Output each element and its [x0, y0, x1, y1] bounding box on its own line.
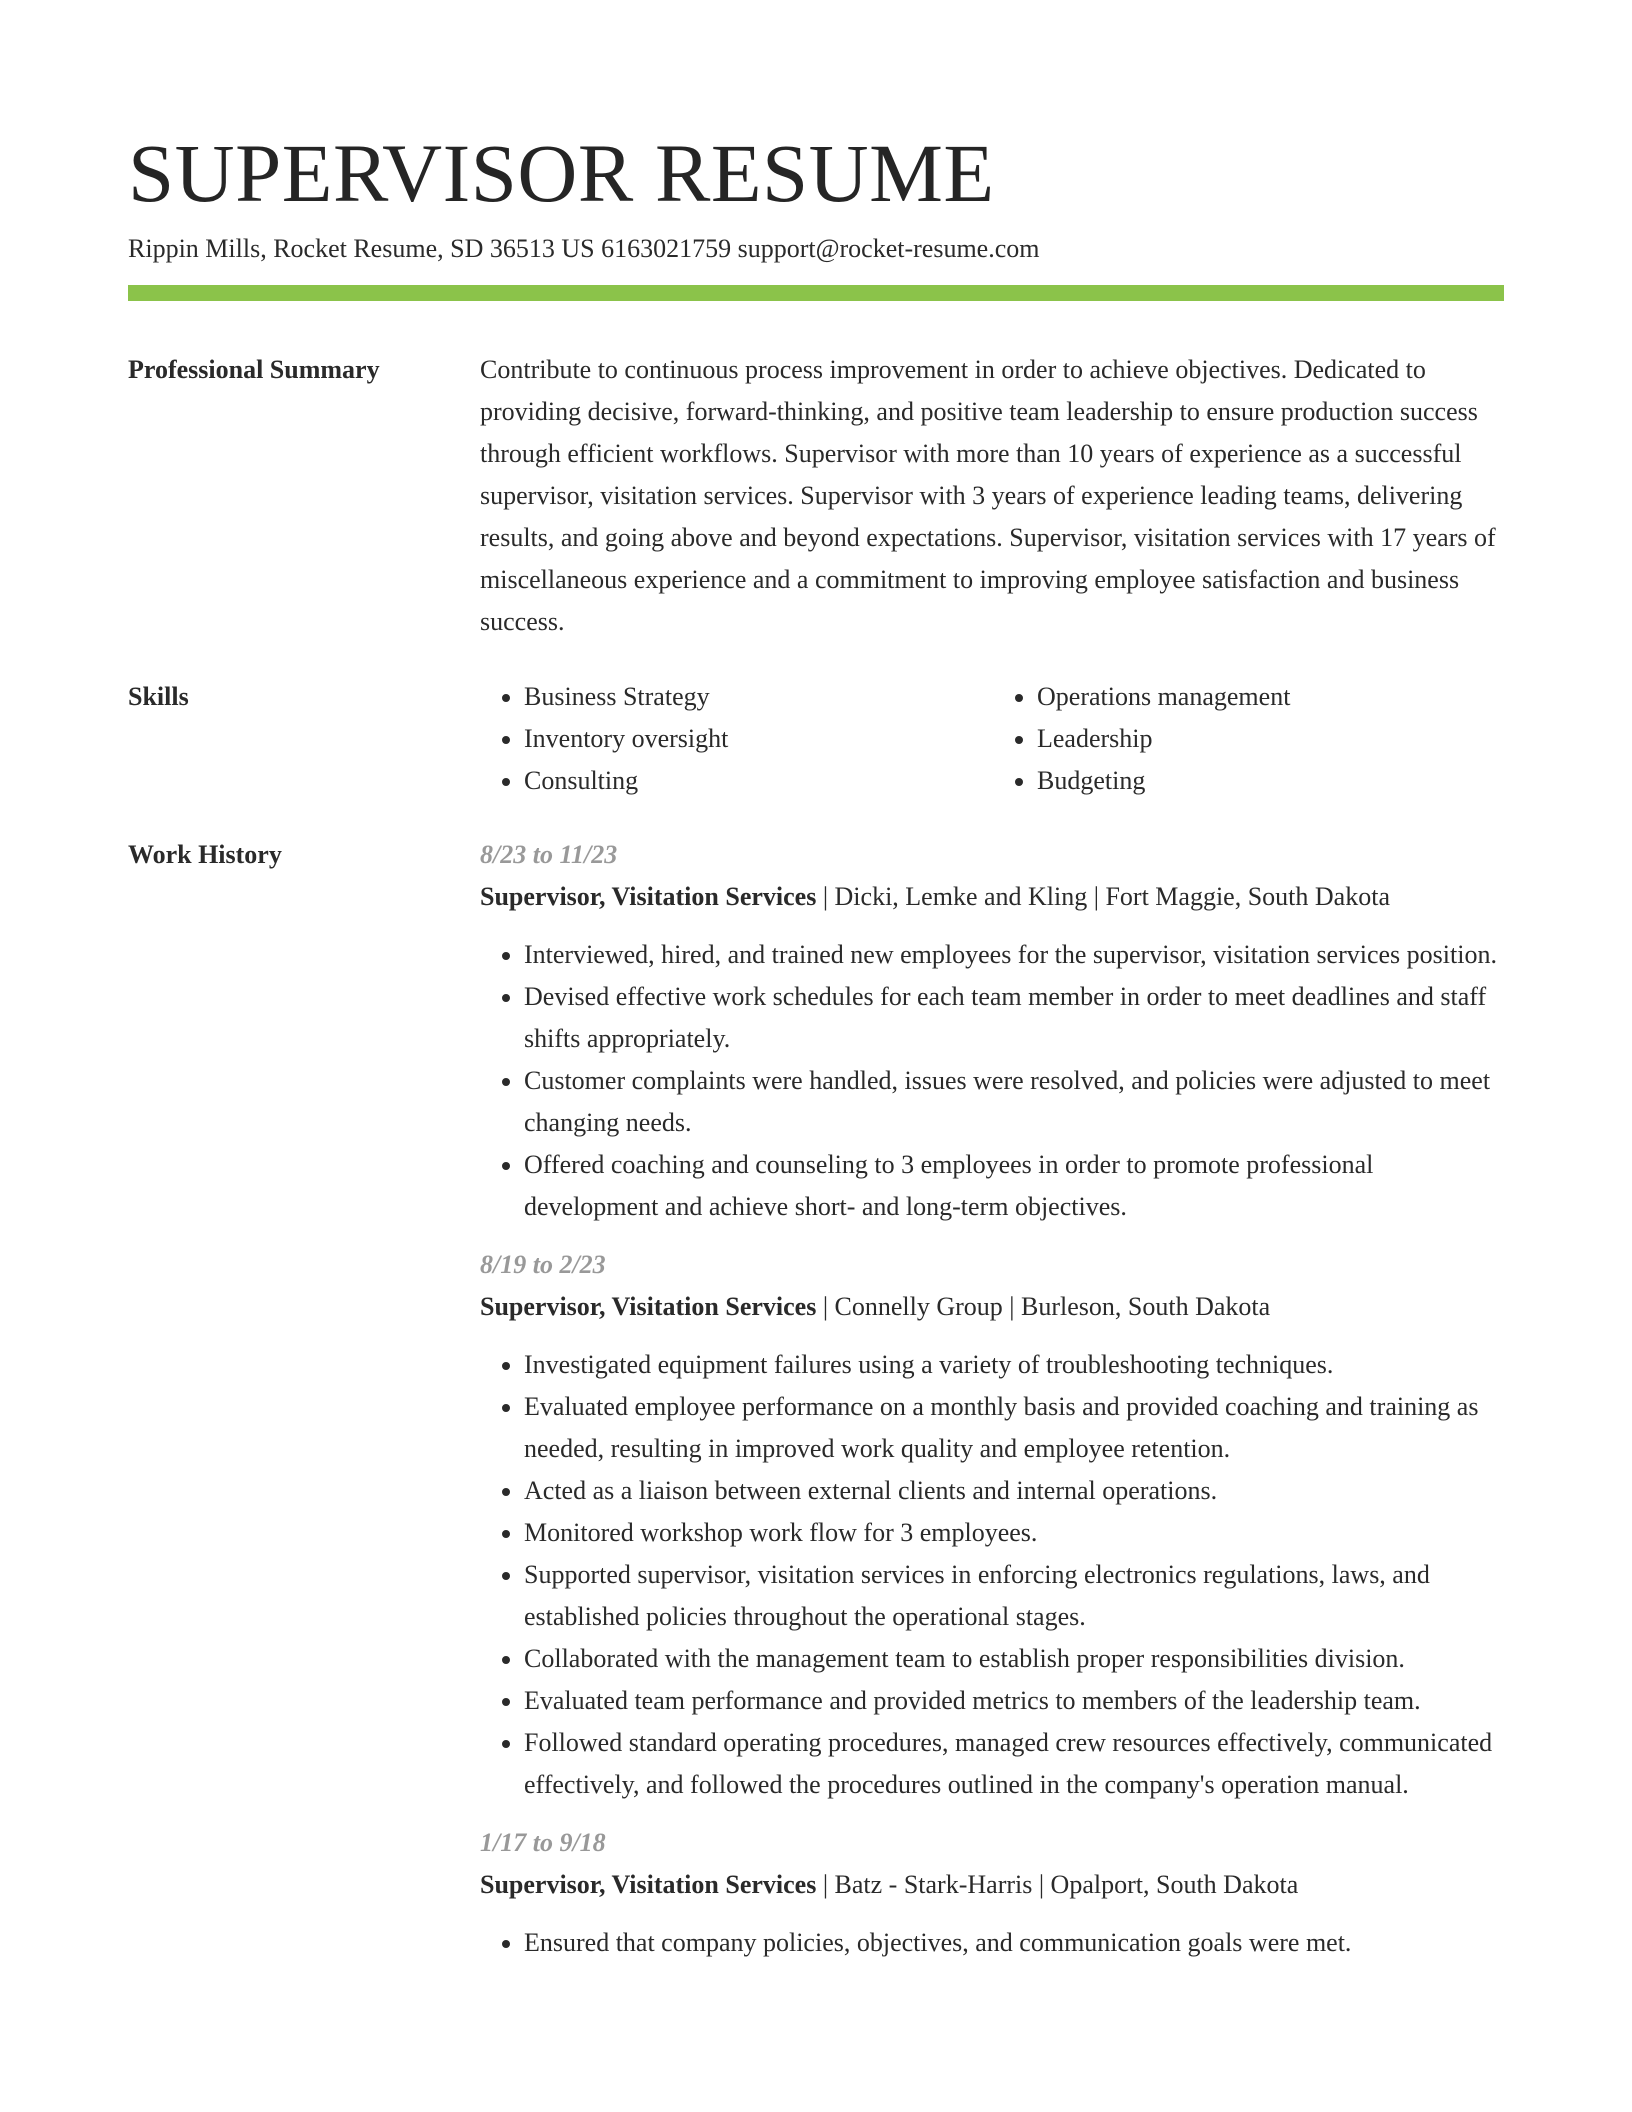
job-entry: [480, 1822, 1506, 1964]
skills-left-column: [480, 676, 993, 802]
skill-item: • Inventory oversight: [524, 718, 993, 760]
job-duty: • Supported supervisor, visitation services in enforcing electronics regulations, laws, and established policies throughout the operational stages.: [524, 1554, 1506, 1638]
job-duty: • Followed standard operating procedures, managed crew resources effectively, communicated effectively, and followed the procedures outlined in the company's operation manual.: [524, 1722, 1506, 1806]
job-duty: • Devised effective work schedules for each team member in order to meet deadlines and staff shifts appropriately.: [524, 976, 1506, 1060]
job-details: | Dicki, Lemke and Kling | Fort Maggie, South Dakota: [816, 882, 1390, 911]
job-dates: 8/19 to 2/23: [480, 1250, 606, 1279]
job-title-line: [480, 1286, 1506, 1328]
job-title: Supervisor, Visitation Services: [480, 1870, 817, 1899]
skill-item: • Leadership: [1037, 718, 1506, 760]
job-duty: • Ensured that company policies, objectives, and communication goals were met.: [524, 1922, 1506, 1964]
job-duty: • Monitored workshop work flow for 3 employees.: [524, 1512, 1506, 1554]
job-title: Supervisor, Visitation Services: [480, 1292, 817, 1321]
job-title: Supervisor, Visitation Services: [480, 882, 817, 911]
job-entry: [480, 1244, 1506, 1806]
summary-body: [480, 349, 1506, 643]
job-details: | Batz - Stark-Harris | Opalport, South Dakota: [816, 1870, 1299, 1899]
job-duties-list: [480, 1922, 1506, 1964]
skill-item: • Business Strategy: [524, 676, 993, 718]
contact-line: Rippin Mills, Rocket Resume, SD 36513 US 6163021759 support@rocket-resume.com: [128, 234, 1040, 263]
job-title-line: [480, 1864, 1506, 1906]
skill-item: • Consulting: [524, 760, 993, 802]
job-dates: 8/23 to 11/23: [480, 840, 618, 869]
work-history-body: [480, 834, 1506, 1964]
skill-item: • Budgeting: [1037, 760, 1506, 802]
skill-item: • Operations management: [1037, 676, 1506, 718]
resume-title: SUPERVISOR RESUME: [128, 127, 995, 219]
job-dates: 1/17 to 9/18: [480, 1828, 606, 1857]
job-duty: • Customer complaints were handled, issues were resolved, and policies were adjusted to meet changing needs.: [524, 1060, 1506, 1144]
job-duties-list: [480, 1344, 1506, 1806]
job-duties-list: [480, 934, 1506, 1228]
skills-right-column: [993, 676, 1506, 802]
job-duty: • Evaluated team performance and provided metrics to members of the leadership team.: [524, 1680, 1506, 1722]
job-duty: • Interviewed, hired, and trained new employees for the supervisor, visitation services position.: [524, 934, 1506, 976]
job-details: | Connelly Group | Burleson, South Dakota: [816, 1292, 1271, 1321]
job-duty: • Evaluated employee performance on a monthly basis and provided coaching and training as needed, resulting in improved work quality and employee retention.: [524, 1386, 1506, 1470]
job-entry: [480, 834, 1506, 1228]
work-history-label: Work History: [128, 840, 282, 869]
skills-grid: [480, 676, 1506, 802]
summary-label: Professional Summary: [128, 355, 380, 384]
job-duty: • Collaborated with the management team to establish proper responsibilities division.: [524, 1638, 1506, 1680]
accent-divider: [128, 285, 1504, 301]
job-duty: • Investigated equipment failures using a variety of troubleshooting techniques.: [524, 1344, 1506, 1386]
job-title-line: [480, 876, 1506, 918]
summary-text: Contribute to continuous process improvement in order to achieve objectives. Dedicated to providing decisive, forward-thinking, and positive team leadership to ensure production success through efficient workflows. Supervisor with more than 10 years of experience as a successful supervisor, visitation services. Supervisor with 3 years of experience leading teams, delivering results, and going above and beyond expectations. Supervisor, visitation services with 17 years of miscellaneous experience and a commitment to improving employee satisfaction and business success.: [480, 355, 1496, 636]
job-duty: • Offered coaching and counseling to 3 employees in order to promote professional development and achieve short- and long-term objectives.: [524, 1144, 1506, 1228]
job-duty: • Acted as a liaison between external clients and internal operations.: [524, 1470, 1506, 1512]
skills-label: Skills: [128, 682, 189, 711]
